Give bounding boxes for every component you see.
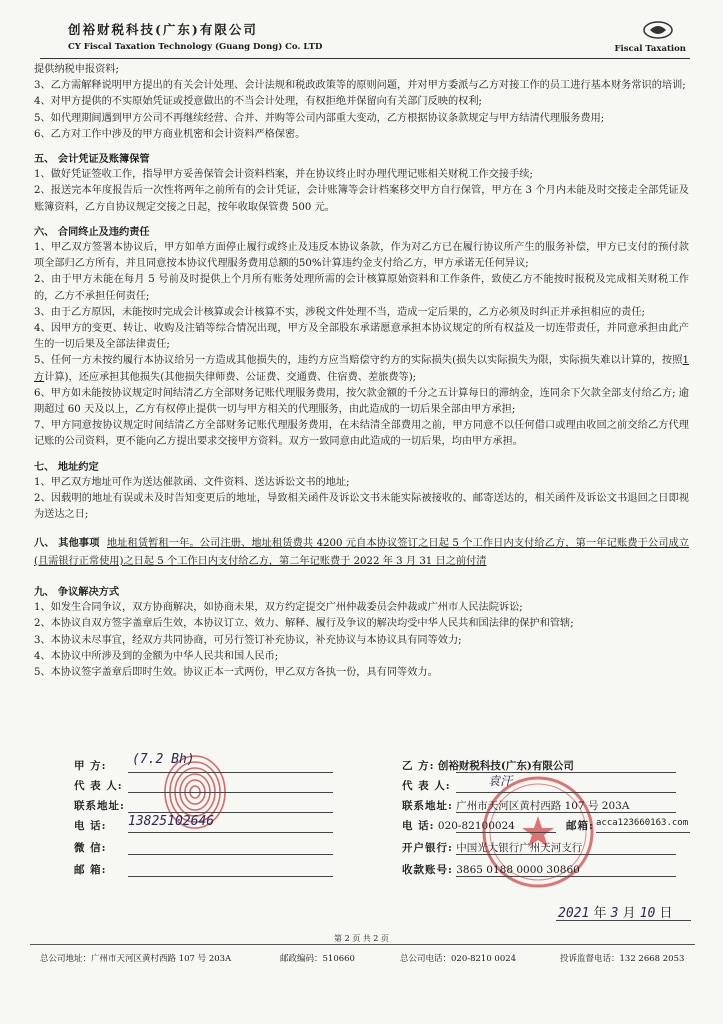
signature-line: [128, 854, 333, 855]
party-a-rep-row: [74, 778, 123, 793]
party-b-email-row: [566, 818, 594, 833]
section-title: 九、 争议解决方式: [34, 585, 120, 598]
party-b-account-label: 收款账号:: [402, 864, 453, 876]
signature-line: [456, 812, 676, 813]
paragraph: 3、乙方需解释说明甲方提出的有关会计处理、会计法规和税政政策等的原则问题，并对甲方委派与乙方对接工作的员工进行基本财务常识的培训;: [34, 80, 686, 92]
party-b-address-label: 联系地址:: [402, 800, 453, 812]
party-a-label: 甲 方:: [74, 760, 107, 772]
company-name-cn: 创裕财税科技(广东)有限公司: [68, 22, 258, 37]
paragraph: 2、本协议自双方签字盖章后生效，本协议订立、效力、解释、履行及争议的解决均受中华人民共和国法律的保护和管辖;: [34, 618, 574, 630]
signature-line: [128, 876, 333, 877]
date-day-unit: 日: [659, 906, 673, 921]
signature-line: [456, 876, 676, 877]
party-b-name-row: [402, 758, 574, 773]
document-body: [34, 62, 689, 681]
party-a-phone-label: 电 话:: [74, 820, 107, 832]
signature-line: [128, 772, 333, 773]
date-day: 10: [639, 906, 656, 921]
logo-text: Fiscal Taxation: [614, 44, 686, 54]
paragraph: 1、甲乙双方地址可作为送达催款函、文件资料、送达诉讼文书的地址;: [34, 476, 350, 488]
party-b-email: acca123660163.com: [596, 818, 689, 828]
paragraph: 2、因载明的地址有误或未及时告知变更后的地址，导致相关函件及诉讼文书未能实际被接收的、邮寄送达的，相关函件及诉讼文书退回之日即视为送达之日;: [34, 493, 689, 521]
signature-line: [456, 832, 556, 833]
party-b-phone-row: [402, 818, 515, 833]
paragraph: 7、甲方同意按协议规定时间结清乙方全部财务记账代理服务费用，在未结清全部费用之前，甲方同意不以任何借口或理由收回之前交给乙方代理记账的公司资料，更不能向乙方提出要求交接甲方资料。双方一致同意由此造成的一切后果，均由甲方承担。: [34, 420, 689, 448]
party-b-account-row: [402, 862, 580, 877]
company-name-en: CY Fiscal Taxation Technology (Guang Dong) Co. LTD: [68, 42, 323, 52]
other-matters: [34, 535, 689, 569]
page-header: [40, 18, 690, 59]
party-a-rep-label: 代 表 人:: [74, 780, 123, 792]
party-b-bank: 中国光大银行广州天河支行: [456, 842, 583, 854]
party-b-rep-row: [402, 778, 451, 793]
signature-line: [128, 792, 333, 793]
party-b-rep-signature: 袁汗: [488, 774, 513, 788]
text-segment: 计算)，还应承担其他损失(其他损失律师费、公证费、交通费、住宿费、差旅费等);: [44, 371, 417, 383]
paragraph: 5、本协议签字盖章后即时生效。协议正本一式两份，甲乙双方各执一份，具有同等效力。: [34, 666, 438, 678]
party-a-phone-handwritten: 13825102646: [128, 814, 215, 829]
paragraph: 2、报送完本年度报告后一次性将两年之前所有的会计凭证，会计账簿等会计档案移交甲方自行保管，甲方在 3 个月内未能及时交接走全部凭证及账簿资料，乙方自协议规定交接之日起，按年收取保管费 500 元。: [34, 185, 689, 213]
signature-line: [128, 832, 333, 833]
paragraph: 4、对甲方提供的不实原始凭证或授意做出的不当会计处理，有权拒绝并保留向有关部门反映的权利;: [34, 96, 482, 108]
footer-address: 总公司地址：广州市天河区黄村西路 107 号 203A: [40, 954, 232, 964]
paragraph: 2、由于甲方未能在每月 5 号前及时提供上个月所有账务处理所需的会计核算原始资料和工作条件，致使乙方不能按时报税及完成相关财税工作的，乙方不承担任何责任;: [34, 274, 689, 302]
signature-line: [456, 854, 676, 855]
party-b-name: 创裕财税科技(广东)有限公司: [437, 760, 574, 772]
party-a-address-label: 联系地址:: [74, 800, 125, 812]
underlined-value: 1 方: [34, 355, 689, 383]
signing-date: [558, 902, 673, 921]
party-b-label: 乙 方:: [402, 760, 435, 772]
paragraph: 3、由于乙方原因，未能按时完成会计核算或会计核算不实，涉税文件处理不当，造成一定后果的，乙方必须及时纠正并承担相应的责任;: [34, 306, 645, 318]
section-title: 五、 会计凭证及账簿保管: [34, 153, 150, 166]
party-b-bank-row: [402, 840, 582, 855]
section-title: 六、 合同终止及违约责任: [34, 225, 150, 238]
text-segment: 5、任何一方未按约履行本协议给另一方造成其他损失的，违约方应当赔偿守约方的实际损失(损失以实际损失为限，实际损失难以计算的，按照: [34, 355, 683, 367]
party-a-name-handwritten: (7.2 Bh): [132, 752, 195, 767]
party-b-email-label: 邮箱:: [566, 820, 594, 832]
date-month: 3: [610, 906, 619, 921]
paragraph: 6、乙方对工作中涉及的甲方商业机密和会计资料严格保密。: [34, 128, 306, 140]
date-year-unit: 年: [593, 906, 607, 921]
party-b-rep-label: 代 表 人:: [402, 780, 451, 792]
party-a-address-row: [74, 798, 125, 813]
paragraph: 1、甲乙双方签署本协议后，甲方如单方面停止履行或终止及违反本协议条款，作为对乙方已在履行协议所产生的服务补偿，甲方已支付的预付款项全部归乙方所有，并且同意按本协议代理服务费用总额的50%计算违约金支付给乙方，甲方承诺无任何异议;: [34, 242, 689, 270]
paragraph: 4、因甲方的变更、转让、收购及注销等综合情况出现，甲方及全部股东承诺愿意承担本协议规定的所有权益及一切连带责任，并同意承担由此产生的一切后果及全部法律责任;: [34, 323, 689, 351]
party-a-email-row: [74, 862, 107, 877]
footer-phone: 总公司电话：020-8210 0024: [400, 954, 517, 964]
other-matters-text: 地址租赁暂租一年。公司注册、地址租赁费共 4200 元自本协议签订之日起 5 个工作日内支付给乙方，第一年记账费于公司成立(且需银行正常使用)之日起 5 个工作日内支付给乙方，第二年记账费于 2022 年 3 月 31 日之前付清: [34, 538, 690, 567]
company-logo-icon: [640, 20, 676, 40]
party-b-phone-label: 电 话:: [402, 820, 435, 832]
party-b-address-row: [402, 798, 629, 813]
section-title: 七、 地址约定: [34, 460, 99, 473]
party-a-wechat-label: 微 信:: [74, 842, 107, 854]
section-title: 八、 其他事项: [34, 537, 100, 550]
signature-line: [456, 792, 676, 793]
paragraph: 4、本协议中所涉及到的金额为中华人民共和国人民币;: [34, 650, 279, 662]
party-a-email-label: 邮 箱:: [74, 864, 107, 876]
paragraph: 5、如代理期间遇到甲方公司不再继续经营、合并、并购等公司内部重大变动，乙方根据协议条款规定与甲方结清代理服务费用;: [34, 112, 605, 124]
footer-postcode: 邮政编码：510660: [280, 954, 355, 964]
date-month-unit: 月: [622, 906, 636, 921]
paragraph: 1、如发生合同争议，双方协商解决，如协商未果，双方约定提交广州仲裁委员会仲裁或广州市人民法院诉讼;: [34, 602, 523, 614]
party-b-account: 3865 0188 0000 30860: [456, 864, 580, 876]
party-a-phone-row: [74, 818, 107, 833]
footer-complaint-phone: 投诉监督电话：132 2668 2053: [560, 954, 685, 964]
footer-divider: [30, 944, 695, 945]
signature-line: [596, 832, 690, 833]
paragraph: 6、甲方如未能按协议规定时间结清乙方全部财务记账代理服务费用，按欠款金额的千分之五计算每日的滞纳金，连同余下欠款全部支付给乙方; 逾期超过 60 天及以上，乙方有权停止提供一切与甲方相关的代理服务，由此造成的一切后果全部由甲方承担;: [34, 387, 689, 416]
party-b-address: 广州市天河区黄村西路 107 号 203A: [456, 800, 630, 812]
paragraph: [34, 353, 689, 385]
party-a-name-row: [74, 758, 107, 773]
paragraph: 3、本协议未尽事宜，经双方共同协商，可另行签订补充协议，补充协议与本协议具有同等效力;: [34, 634, 462, 646]
paragraph: 提供纳税申报资料;: [34, 64, 119, 75]
party-b-phone: 020-82100024: [437, 820, 515, 832]
date-year: 2021: [558, 906, 590, 921]
signature-line: [128, 812, 333, 813]
date-line: [556, 920, 691, 921]
party-b-bank-label: 开户银行:: [402, 842, 453, 854]
party-a-wechat-row: [74, 840, 107, 855]
paragraph: 1、做好凭证签收工作，指导甲方妥善保管会计资料档案，并在协议终止时办理代理记账相关财税工作交接手续;: [34, 169, 533, 181]
page-number: 第 2 页 共 2 页: [334, 934, 389, 943]
